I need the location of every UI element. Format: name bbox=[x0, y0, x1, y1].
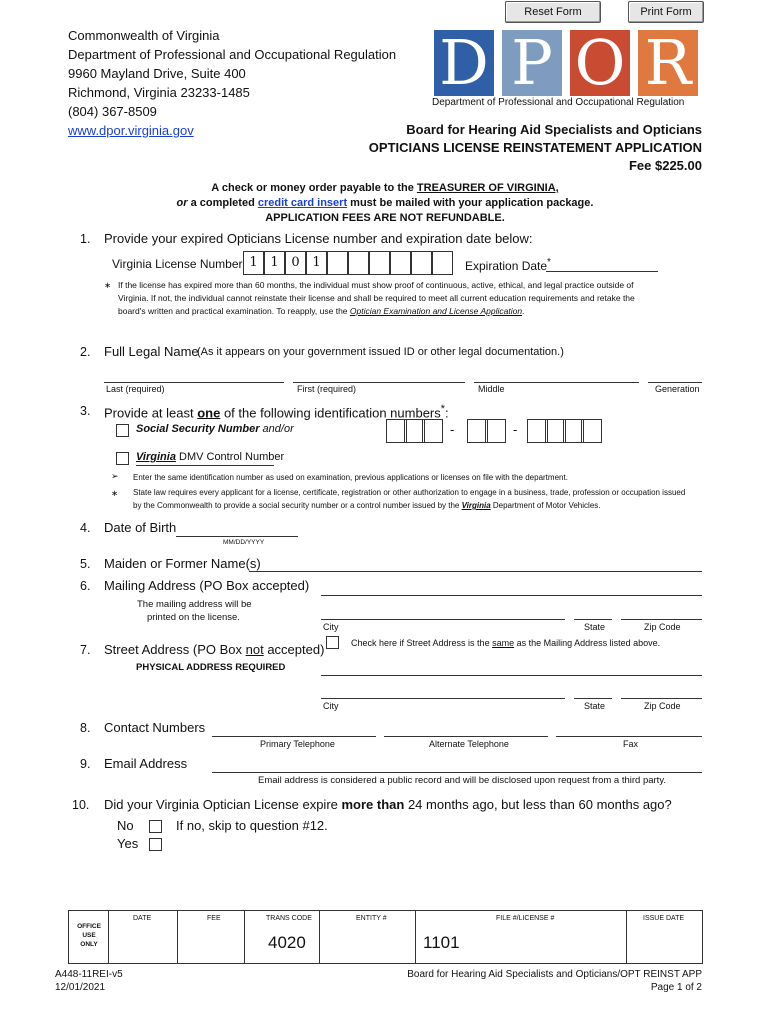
mailing-zip-field[interactable] bbox=[621, 619, 702, 620]
mailing-address-field[interactable] bbox=[321, 595, 702, 596]
agency-line: 9960 Mayland Drive, Suite 400 bbox=[68, 66, 246, 81]
mailing-city-label: City bbox=[323, 622, 339, 632]
expiration-date-label: Expiration Date* bbox=[465, 257, 551, 273]
payment-line-2: or a completed credit card insert must be mailed with your application package. bbox=[176, 197, 594, 209]
dmv-number-field[interactable] bbox=[136, 465, 274, 466]
physical-address-required: PHYSICAL ADDRESS REQUIRED bbox=[136, 662, 286, 673]
ssn-checkbox[interactable] bbox=[116, 424, 129, 437]
office-fee-cell: FEE bbox=[177, 911, 245, 963]
license-digit: 1 bbox=[243, 251, 264, 275]
middle-name-field[interactable] bbox=[474, 382, 639, 383]
last-name-field[interactable] bbox=[104, 382, 284, 383]
q1-note: If the license has expired more than 60 months, the individual must show proof of continuous, active, ethical, and legal practice outside of Virginia. If not, the individual cannot reinstate their license and shall be required to meet all current education requirements and retake the board's written and practical examination. To reapply, use the Optician Examination and License Application. bbox=[118, 280, 635, 316]
q3-text: Provide at least one of the following identification numbers*: bbox=[104, 403, 449, 421]
same-address-label: Check here if Street Address is the same as the Mailing Address listed above. bbox=[351, 638, 661, 648]
dmv-checkbox[interactable] bbox=[116, 452, 129, 465]
q6-text: Mailing Address (PO Box accepted) bbox=[104, 578, 310, 593]
q4-number: 4. bbox=[80, 521, 91, 535]
license-digit: 0 bbox=[285, 251, 306, 275]
q6-note-1: The mailing address will be bbox=[137, 599, 252, 610]
office-issue-cell: ISSUE DATE bbox=[626, 911, 703, 963]
q1-note-star: ∗ bbox=[104, 280, 112, 290]
same-address-checkbox[interactable] bbox=[326, 636, 339, 649]
board-name: Board for Hearing Aid Specialists and Opticians bbox=[406, 122, 702, 137]
q1-text: Provide your expired Opticians License number and expiration date below: bbox=[104, 231, 533, 246]
q6-note-2: printed on the license. bbox=[147, 612, 240, 623]
q8-text: Contact Numbers bbox=[104, 720, 206, 735]
mailing-state-label: State bbox=[584, 622, 606, 632]
agency-line: Richmond, Virginia 23233-1485 bbox=[68, 85, 250, 100]
agency-address bbox=[68, 26, 396, 140]
agency-line: Department of Professional and Occupational Regulation bbox=[68, 47, 397, 62]
credit-card-insert-link[interactable]: credit card insert bbox=[257, 197, 348, 209]
footer-left: A448-11REI-v5 12/01/2021 bbox=[55, 969, 123, 993]
q8-number: 8. bbox=[80, 721, 91, 735]
expiration-date-field[interactable] bbox=[546, 271, 658, 272]
ssn-label: Social Security Number and/or bbox=[136, 423, 294, 435]
first-name-field[interactable] bbox=[293, 382, 465, 383]
generation-field[interactable] bbox=[648, 382, 702, 383]
former-name-field[interactable] bbox=[249, 571, 702, 572]
street-city-field[interactable] bbox=[321, 698, 565, 699]
logo-letter-r: R bbox=[638, 30, 698, 96]
office-use-box bbox=[68, 910, 703, 964]
exam-application-link[interactable]: Optician Examination and License Application bbox=[349, 306, 523, 316]
street-zip-label: Zip Code bbox=[644, 701, 681, 711]
agency-line: (804) 367-8509 bbox=[68, 104, 157, 119]
q1-number: 1. bbox=[80, 232, 91, 246]
logo-letter-p: P bbox=[502, 30, 562, 96]
q3-note-2: State law requires every applicant for a license, certificate, registration or other authorization to engage in a business, trade, profession or occupation issued by the Commonwealth to provide a social security number or a control number issued by the Virginia Department of Motor Vehicles. bbox=[133, 488, 686, 510]
q2-number: 2. bbox=[80, 345, 91, 359]
q3-note-1: Enter the same identification number as used on examination, previous applications or licenses on file with the department. bbox=[133, 473, 568, 482]
q9-text: Email Address bbox=[104, 756, 188, 771]
last-name-label: Last (required) bbox=[106, 384, 165, 394]
alternate-phone-field[interactable] bbox=[384, 736, 548, 737]
q10-no-note: If no, skip to question #12. bbox=[176, 818, 328, 833]
first-name-label: First (required) bbox=[297, 384, 357, 394]
license-digit: 1 bbox=[306, 251, 327, 275]
mailing-city-field[interactable] bbox=[321, 619, 565, 620]
q10-number: 10. bbox=[72, 798, 90, 812]
q7-text: Street Address (PO Box not accepted) bbox=[104, 642, 325, 657]
middle-name-label: Middle bbox=[478, 384, 505, 394]
dmv-label: Virginia DMV Control Number bbox=[136, 451, 285, 463]
logo-letter-d: D bbox=[434, 30, 494, 96]
street-state-field[interactable] bbox=[574, 698, 612, 699]
q4-text: Date of Birth bbox=[104, 520, 177, 535]
email-field[interactable] bbox=[212, 772, 702, 773]
file-license-value: 1101 bbox=[423, 933, 460, 952]
arrow-icon: ➢ bbox=[111, 471, 119, 481]
fax-label: Fax bbox=[623, 739, 639, 749]
q2-subtext: (As it appears on your government issued ID or other legal documentation.) bbox=[197, 346, 564, 358]
q10-no-checkbox[interactable] bbox=[149, 820, 162, 833]
primary-phone-field[interactable] bbox=[212, 736, 376, 737]
q6-number: 6. bbox=[80, 579, 91, 593]
mailing-state-field[interactable] bbox=[574, 619, 612, 620]
agency-website-link[interactable]: www.dpor.virginia.gov bbox=[68, 123, 194, 138]
q10-no-label: No bbox=[117, 818, 134, 833]
ssn-dash: - bbox=[450, 422, 455, 437]
dob-field[interactable] bbox=[176, 536, 298, 537]
q9-number: 9. bbox=[80, 757, 91, 771]
footer-right: Board for Hearing Aid Specialists and Opticians/OPT REINST APP Page 1 of 2 bbox=[407, 969, 702, 993]
alternate-phone-label: Alternate Telephone bbox=[429, 739, 509, 749]
reset-form-button[interactable]: Reset Form bbox=[505, 1, 601, 23]
generation-label: Generation bbox=[655, 384, 700, 394]
fax-field[interactable] bbox=[556, 736, 702, 737]
email-note: Email address is considered a public record and will be disclosed upon request from a third party. bbox=[258, 775, 667, 786]
q5-text: Maiden or Former Name(s) bbox=[104, 556, 261, 571]
q2-text: Full Legal Name bbox=[104, 344, 199, 359]
trans-code-value: 4020 bbox=[268, 933, 306, 952]
fee-amount: Fee $225.00 bbox=[628, 158, 702, 173]
mailing-zip-label: Zip Code bbox=[644, 622, 681, 632]
office-date-cell: DATE bbox=[108, 911, 178, 963]
form-title: OPTICIANS LICENSE REINSTATEMENT APPLICATION bbox=[368, 140, 702, 155]
street-address-field[interactable] bbox=[321, 675, 702, 676]
ssn-dash: - bbox=[513, 422, 518, 437]
q10-text: Did your Virginia Optician License expire more than 24 months ago, but less than 60 months ago? bbox=[104, 797, 672, 812]
license-digit: 1 bbox=[264, 251, 285, 275]
office-file-cell: FILE #/LICENSE # 1101 bbox=[415, 911, 627, 963]
payment-line-1: A check or money order payable to the TREASURER OF VIRGINIA, bbox=[211, 182, 559, 194]
q7-number: 7. bbox=[80, 643, 91, 657]
office-entity-cell: ENTITY # bbox=[319, 911, 416, 963]
print-form-button[interactable]: Print Form bbox=[628, 1, 704, 23]
street-state-label: State bbox=[584, 701, 606, 711]
logo-caption: Department of Professional and Occupational Regulation bbox=[432, 97, 685, 108]
agency-line: Commonwealth of Virginia bbox=[68, 28, 220, 43]
q3-note-star: ∗ bbox=[111, 488, 119, 498]
dob-format: MM/DD/YYYY bbox=[223, 539, 265, 546]
street-city-label: City bbox=[323, 701, 339, 711]
q10-yes-checkbox[interactable] bbox=[149, 838, 162, 851]
payment-line-3: APPLICATION FEES ARE NOT REFUNDABLE. bbox=[265, 212, 505, 224]
q5-number: 5. bbox=[80, 557, 91, 571]
license-number-label: Virginia License Number bbox=[112, 257, 243, 271]
q10-yes-label: Yes bbox=[117, 836, 139, 851]
q3-number: 3. bbox=[80, 404, 91, 418]
office-trans-cell: TRANS CODE 4020 bbox=[244, 911, 320, 963]
logo-letter-o: O bbox=[570, 30, 630, 96]
office-use-label: OFFICE USE ONLY bbox=[77, 923, 101, 948]
street-zip-field[interactable] bbox=[621, 698, 702, 699]
primary-phone-label: Primary Telephone bbox=[260, 739, 335, 749]
